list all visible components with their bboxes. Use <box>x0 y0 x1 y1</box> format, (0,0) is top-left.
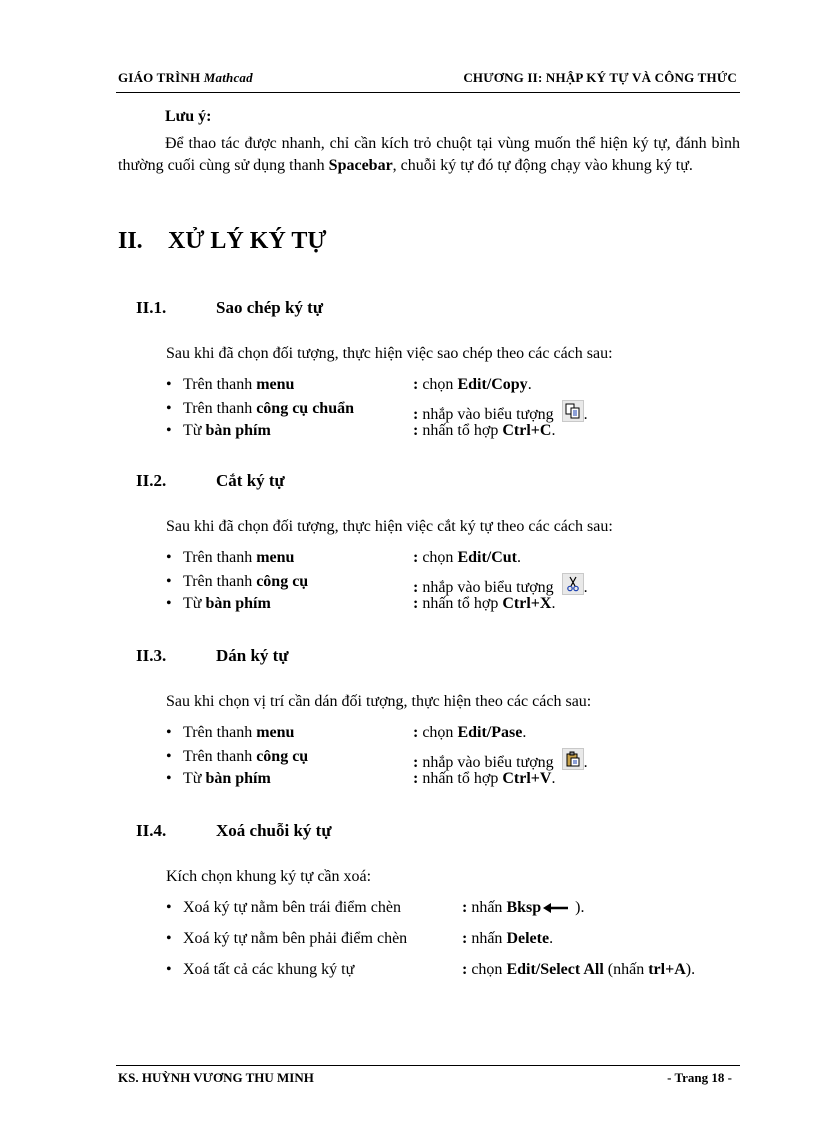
note-text-1: Để thao tác được nhanh, chỉ cần kích trỏ chuột tại vùng muốn thể hiện ký tự, đánh bình thường cuối cùng sử dụng thanh <box>118 135 740 174</box>
item-label: Trên thanh công cụ <box>183 748 309 765</box>
item-label: Trên thanh công cụ <box>183 573 309 590</box>
cut-icon <box>562 573 584 595</box>
item-value: : chọn Edit/Pase. <box>413 724 527 741</box>
item-label: Từ bàn phím <box>183 422 271 439</box>
item-value: : nhấn tổ hợp Ctrl+C. <box>413 422 556 439</box>
bullet: • <box>166 899 172 916</box>
subsection-intro: Sau khi đã chọn đối tượng, thực hiện việc sao chép theo các cách sau: <box>166 345 613 362</box>
item-value: : chọn Edit/Select All (nhấn trl+A). <box>462 961 696 978</box>
note-text-bold: Spacebar <box>328 157 393 174</box>
subsection-title: Xoá chuỗi ký tự <box>216 821 332 840</box>
header-chapter-title: CHƯƠNG II: NHẬP KÝ TỰ VÀ CÔNG THỨC <box>463 70 737 85</box>
bullet: • <box>166 376 172 393</box>
item-label: Trên thanh menu <box>183 376 295 393</box>
footer-author: KS. HUỲNH VƯƠNG THU MINH <box>118 1070 314 1085</box>
section-heading <box>118 228 326 255</box>
subsection-number: II.2. <box>136 471 167 490</box>
header-rule <box>116 92 740 93</box>
item-value: : nhắp vào biểu tượng . <box>413 400 588 424</box>
subsection-number: II.3. <box>136 646 167 665</box>
item-label: Trên thanh công cụ chuẩn <box>183 400 354 417</box>
item-label: Xoá tất cả các khung ký tự <box>183 961 355 978</box>
subsection-intro: Sau khi đã chọn đối tượng, thực hiện việc cắt ký tự theo các cách sau: <box>166 518 613 535</box>
bullet: • <box>166 595 172 612</box>
footer-page-number: - Trang 18 - <box>667 1070 732 1085</box>
subsection-intro: Kích chọn khung ký tự cần xoá: <box>166 868 372 885</box>
bullet: • <box>166 770 172 787</box>
item-value: : nhấn tổ hợp Ctrl+V. <box>413 770 556 787</box>
item-value: : nhắp vào biểu tượng . <box>413 573 588 597</box>
footer-rule <box>116 1065 740 1066</box>
item-label: Xoá ký tự nằm bên phải điểm chèn <box>183 930 408 947</box>
bullet: • <box>166 422 172 439</box>
subsection-title: Sao chép ký tự <box>216 298 324 317</box>
subsection-intro: Sau khi chọn vị trí cần dán đối tượng, thực hiện theo các cách sau: <box>166 693 592 710</box>
bullet: • <box>166 549 172 566</box>
header-book-title: GIÁO TRÌNH <box>118 70 201 85</box>
subsection-number: II.4. <box>136 821 167 840</box>
section-title: XỬ LÝ KÝ TỰ <box>168 228 327 254</box>
subsection-title: Dán ký tự <box>216 646 289 665</box>
note-paragraph <box>118 133 740 177</box>
item-value: : chọn Edit/Copy. <box>413 376 532 393</box>
subsection-number: II.1. <box>136 298 167 317</box>
item-value: : nhắp vào biểu tượng . <box>413 748 588 772</box>
backspace-arrow-icon <box>543 902 569 914</box>
bullet: • <box>166 961 172 978</box>
bullet: • <box>166 724 172 741</box>
section-number: II. <box>118 228 143 254</box>
subsection-title: Cắt ký tự <box>216 471 285 490</box>
item-value: : nhấn tổ hợp Ctrl+X. <box>413 595 556 612</box>
item-value: : nhấn Bksp ). <box>462 899 585 916</box>
header-left <box>118 70 253 86</box>
item-label: Từ bàn phím <box>183 770 271 787</box>
item-label: Từ bàn phím <box>183 595 271 612</box>
bullet: • <box>166 930 172 947</box>
note-title: Lưu ý: <box>165 108 212 125</box>
item-value: : nhấn Delete. <box>462 930 554 947</box>
item-label: Xoá ký tự nằm bên trái điểm chèn <box>183 899 401 916</box>
item-label: Trên thanh menu <box>183 724 295 741</box>
bullet: • <box>166 400 172 417</box>
item-value: : chọn Edit/Cut. <box>413 549 522 566</box>
copy-icon <box>562 400 584 422</box>
note-text-2: , chuỗi ký tự đó tự động chạy vào khung ký tự. <box>392 157 693 174</box>
item-label: Trên thanh menu <box>183 549 295 566</box>
bullet: • <box>166 748 172 765</box>
paste-icon <box>562 748 584 770</box>
header-book-subject: Mathcad <box>203 70 253 85</box>
bullet: • <box>166 573 172 590</box>
